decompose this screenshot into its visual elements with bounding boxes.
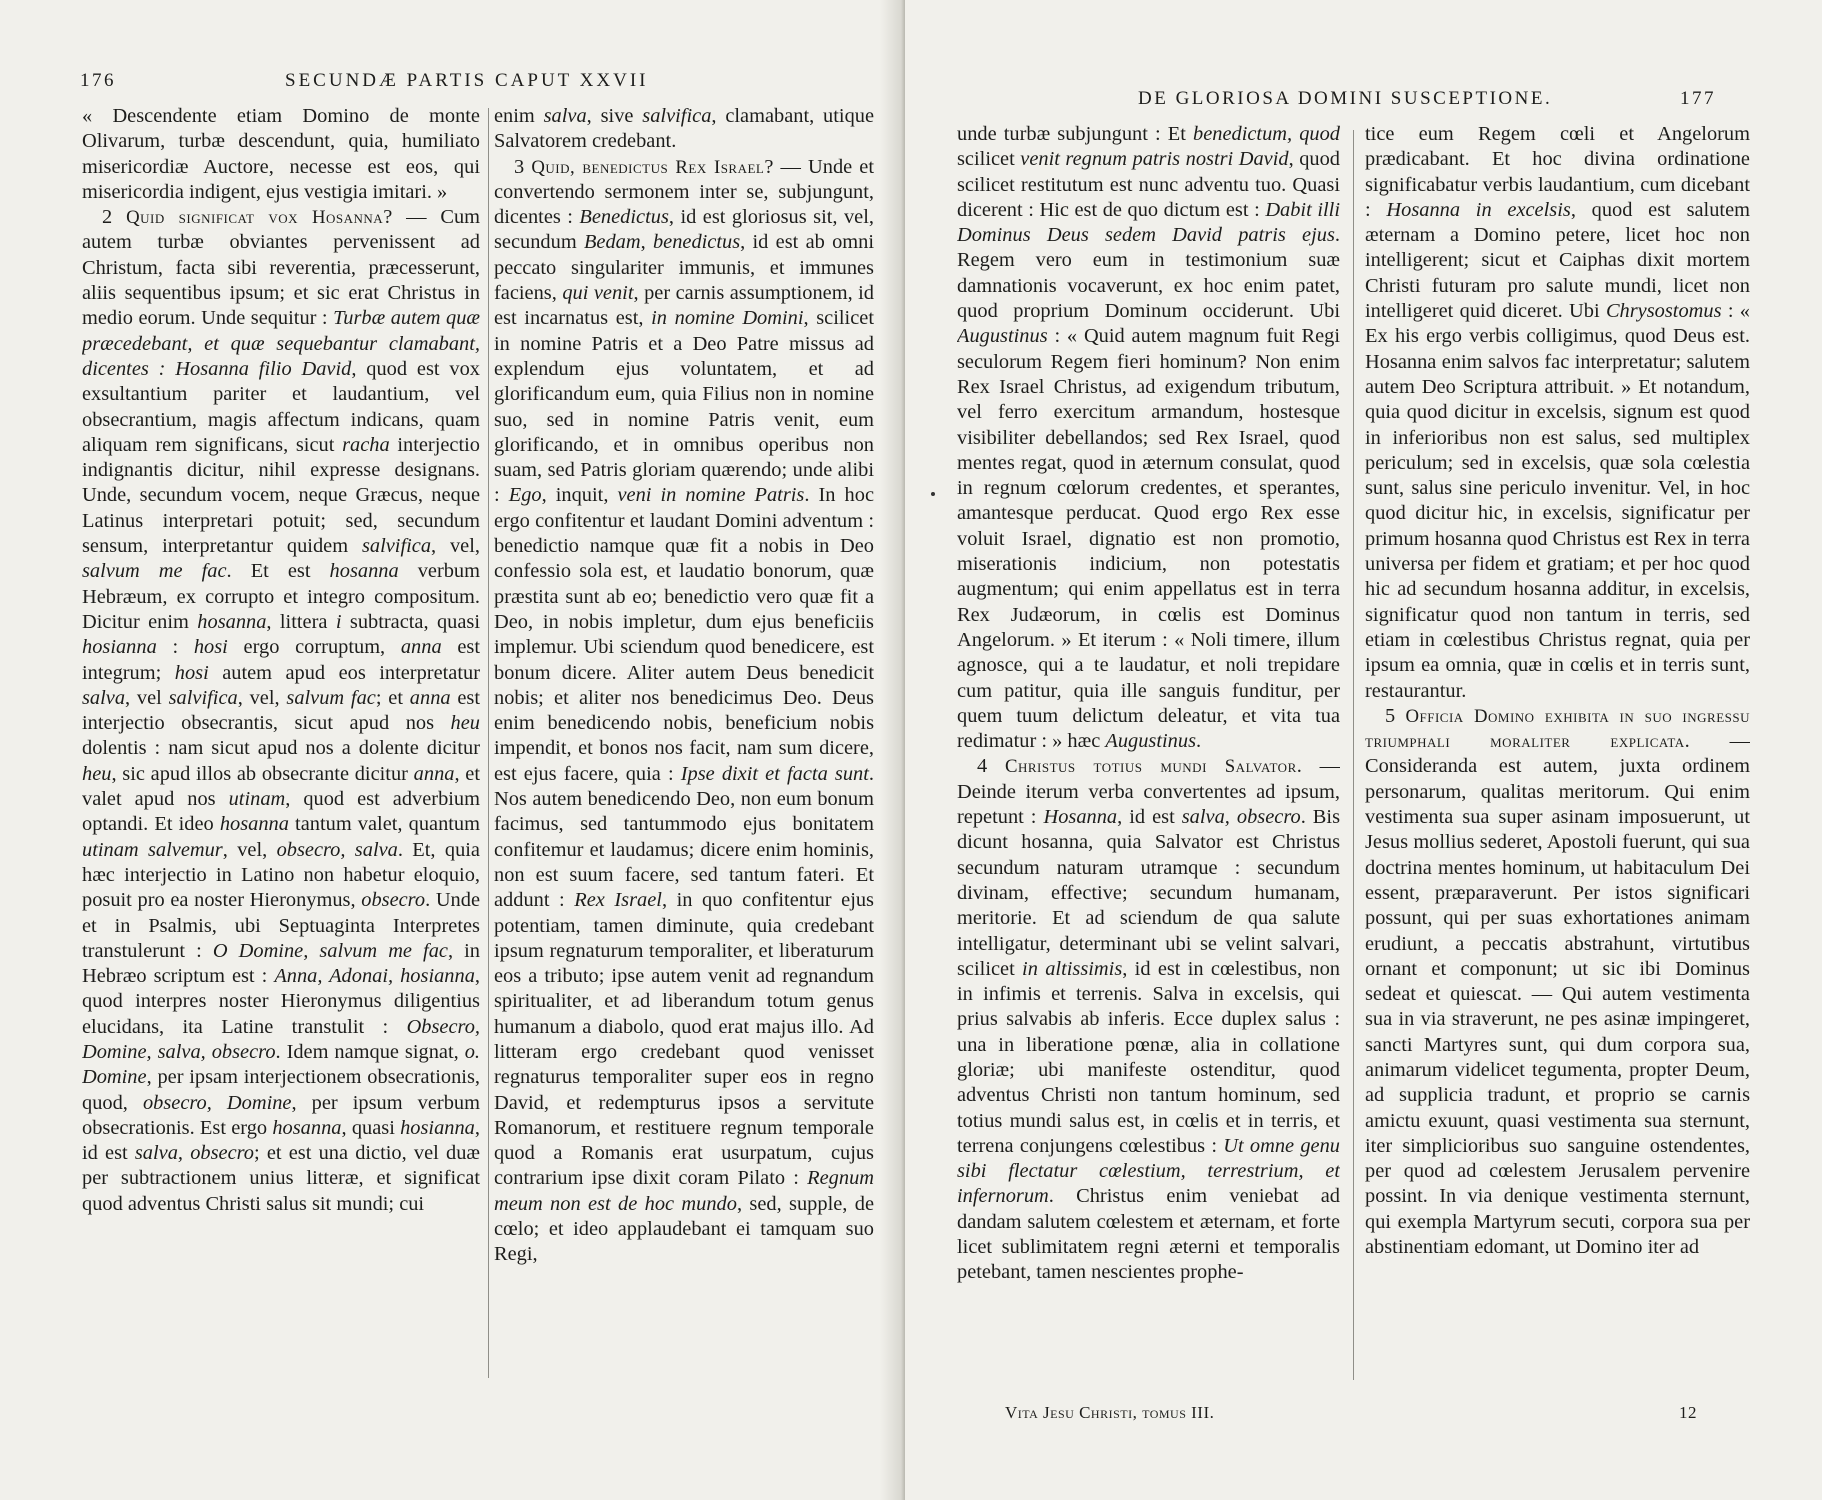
paragraph: enim salva, sive salvifica, clamabant, utique Salvatorem credebant.: [494, 105, 874, 153]
right-column-1: [957, 122, 1340, 1404]
paragraph: unde turbæ subjungunt : Et benedictum, quod scilicet venit regnum patris nostri David, quod scilicet restitutum est nunc adventu tuo. Quasi dicerent : Hic est de quo dictum est : Dabit illi Dominus Deus sedem David patris ejus. Regem vero eum in testimonium suæ damnationis vocaverunt, ex hoc enim patet, quod proprium Dominum occiderunt. Ubi Augustinus : « Quid autem magnum fuit Regi seculorum Regem fieri hominum? Non enim Rex Israel Christus, ad exigendum tributum, vel ferro exercitum armandum, hostesque visibiliter debellandos; sed Rex Israel, quod mentes regat, quod in æternum consulat, quod in regnum cœlorum credentes, et sperantes, amantesque perducat. Quod ergo Rex esse voluit Israel, dignatio est non promotio, miserationis indicium, non potestatis augmentum; qui enim appellatus est in terra Rex Judæorum, in cœlis est Dominus Angelorum. » Et iterum : « Noli timere, illum agnosce, qui a te laudatur, et noli trepidare cum patitur, quia ille sanguis funditur, per quem tuum delictum deleatur, et vita tua redimatur : » hæc Augustinus.: [957, 123, 1340, 753]
column-rule-left: [488, 108, 489, 1378]
footer-title: Vita Jesu Christi, tomus III.: [1005, 1403, 1215, 1422]
paragraph: 3 Quid, benedictus Rex Israel? — Unde et convertendo sermonem inter se, subjungunt, dicentes : Benedictus, id est gloriosus sit, vel, secundum Bedam, benedictus, id est ab omni peccato singulariter immunis, et immunes faciens, qui venit, per carnis assumptionem, id est incarnatus est, in nomine Domini, scilicet in nomine Patris et a Deo Patre missus ad explendum ejus voluntatem, et ad glorificandum eum, quia Filius non in nomine suo, sed in nomine Patris venit, eum glorificando, et in omnibus operibus non suam, sed Patris gloriam quærendo; unde alibi : Ego, inquit, veni in nomine Patris. In hoc ergo confitentur et laudant Domini adventum : benedictio namque quæ fit a nobis in Deo confessio sola est, et laudatio bonorum, quæ præstita sunt ab eo; benedictio vero quæ fit a Deo, in nobis impletur, dum ejus beneficiis implemur. Ubi sciendum quod benedicere, est bonum dicere. Aliter autem Deus benedicit nobis; et aliter nos benedicimus Deo. Deus enim benedicendo nobis, beneficium nobis impendit, et bonos nos facit, nam sum dicere, est ejus facere, quia : Ipse dixit et facta sunt. Nos autem benedicendo Deo, non eum bonum facimus, sed tantummodo ejus bonitatem confitemur et laudamus; dicere enim hominis, non est suum facere, sed tantum fateri. Et addunt : Rex Israel, in quo confitentur ejus potentiam, tamen diminute, quia credebant ipsum regnaturum temporaliter, et liberaturum eos a tributo; ipse autem venit ad regnandum spiritualiter, et ad liberandum totum genus humanum a diabolo, quod erat majus illo. Ad litteram ergo credebant quod venisset regnaturus temporaliter super eos in regno David, et redempturus ipsos a servitute Romanorum, et restituere regnum temporale quod a Romanis erat usurpatum, cujus contrarium ipse dixit coram Pilato : Regnum meum non est de hoc mundo, sed, supple, de cœlo; et ideo applaudebant ei tamquam suo Regi,: [494, 155, 874, 1266]
column-rule-right: [1353, 130, 1354, 1380]
left-column-1: [82, 104, 480, 1414]
right-page: [905, 0, 1822, 1500]
running-head-right: DE GLORIOSA DOMINI SUSCEPTIONE.: [1138, 88, 1553, 109]
left-column-2: [494, 104, 874, 1414]
left-page: [0, 0, 905, 1500]
paragraph: 5 Officia Domino exhibita in suo ingressu triumphali moraliter explicata. — Consideranda est autem, juxta ordinem personarum, qualitas meritorum. Qui enim vestimenta sua super asinam imposuerunt, ut Jesus mollius sederet, Apostoli fuerunt, qui sua doctrina mentes hominum, ut habitaculum Dei essent, præparaverunt. Per istos significari possunt, qui per suas exhortationes animam erudiunt, a peccatis abstrahunt, virtutibus ornant et componunt; ut sic ibi Dominus sedeat et quiescat. — Qui autem vestimenta sua in via straverunt, ne pes asinæ impingeret, sancti Martyres sunt, qui dum corpora sua, animarum videlicet tegumenta, propter Deum, ad supplicia tradunt, et proprio se carnis amictu exuunt, quasi vestimenta sua sternunt, iter simplicioribus suo sanguine ostendentes, per quod ad cœlestem Jerusalem pervenire possint. In via denique vestimenta sternunt, qui exempla Martyrum secuti, corpora sua per abstinentiam edomant, ut Domino iter ad: [1365, 704, 1750, 1259]
paragraph: tice eum Regem cœli et Angelorum prædicabant. Et hoc divina ordinatione significabatur verbis laudantium, cum dicebant : Hosanna in excelsis, quod est salutem æternam a Domino petere, licet hoc non intelligerent; sicut et Caiphas dixit mortem Christi futuram pro salute mundi, licet non intelligeret quid diceret. Ubi Chrysostomus : « Ex his ergo verbis colligimus, quod Deus est. Hosanna enim salvos fac interpretatur; salutem autem Deo Scriptura attribuit. » Et notandum, quia quod dicitur in excelsis, signum est quod in inferioribus non est salus, sed multiplex periculum; sed in excelsis, quæ sola cœlestia sunt, salus sine periculo invenitur. Vel, in hoc quod dicitur hic, in excelsis, significatur per primum hosanna quod Christus est Rex in terra universa per fidem et gratiam; et per hoc quod hic ad secundum hosanna additur, in excelsis, significatur quod non tantum in terris, sed etiam in cœlestibus Christus regnat, quia per ipsum ea omnia, quæ in cœlis et in terris sunt, restaurantur.: [1365, 123, 1750, 702]
paragraph: 4 Christus totius mundi Salvator. — Deinde iterum verba convertentes ad ipsum, repetunt : Hosanna, id est salva, obsecro. Bis dicunt hosanna, quia Salvator est Christus secundum naturam utramque : secundum divinam, effective; secundum humanam, meritorie. Et ad sciendum de qua salute intelligatur, determinant ubi se velint salvari, scilicet in altissimis, id est in cœlestibus, non in infimis et terrenis. Salva in excelsis, qui prius salvabis ab inferis. Ecce duplex salus : una in liberatione pœnæ, alia in collatione gloriæ; ubi manifeste ostenditur, quod adventus Christi non tantum hominum, sed totius mundi salus est, in cœlis et in terris, et terrena conjungens cœlestibus : Ut omne genu sibi flectatur cœlestium, terrestrium, et infernorum. Christus enim veniebat ad dandam salutem cœlestem et æternam, et forte licet sublimitatem regni æterni et temporalis petebant, tamen nescientes prophe-: [957, 755, 1340, 1284]
running-head-left: SECUNDÆ PARTIS CAPUT XXVII: [285, 70, 649, 91]
paragraph: 2 Quid significat vox Hosanna? — Cum autem turbæ obviantes pervenissent ad Christum, facta sibi reverentia, præcesserunt, aliis sequentibus ipsum; et sic erat Christus in medio eorum. Unde sequitur : Turbæ autem quæ præcedebant, et quæ sequebantur clamabant, dicentes : Hosanna filio David, quod est vox exsultantium pariter et laudantium, vel obsecrantium, magis affectum indicans, quam aliquam rem significans, sicut racha interjectio indignantis dicitur, nihil expresse designans. Unde, secundum vocem, neque Græcus, neque Latinus interpretari potuit; sed, secundum sensum, interpretantur quidem salvifica, vel, salvum me fac. Et est hosanna verbum Hebræum, ex corrupto et integro compositum. Dicitur enim hosanna, littera i subtracta, quasi hosianna : hosi ergo corruptum, anna est integrum; hosi autem apud eos interpretatur salva, vel salvifica, vel, salvum fac; et anna est interjectio obsecrantis, sicut apud nos heu dolentis : nam sicut apud nos a dolente dicitur heu, sic apud illos ab obsecrante dicitur anna, et valet apud nos utinam, quod est adverbium optandi. Et ideo hosanna tantum valet, quantum utinam salvemur, vel, obsecro, salva. Et, quia hæc interjectio in Latino non habetur eloquio, posuit pro ea noster Hieronymus, obsecro. Unde et in Psalmis, ubi Septuaginta Interpretes transtulerunt : O Domine, salvum me fac, in Hebræo scriptum est : Anna, Adonai, hosianna, quod interpres noster Hieronymus diligentius elucidans, ita Latine transtulit : Obsecro, Domine, salva, obsecro. Idem namque signat, o. Domine, per ipsam interjectionem obsecrationis, quod, obsecro, Domine, per ipsum verbum obsecrationis. Est ergo hosanna, quasi hosianna, id est salva, obsecro; et est una dictio, vel duæ per subtractionem unius litteræ, et significat quod adventus Christi salus sit mundi; cui: [82, 206, 480, 1215]
signature-mark: 12: [1679, 1403, 1697, 1422]
ink-dot: [931, 492, 935, 496]
page-number-left: 176: [80, 70, 116, 91]
right-column-2: [1365, 122, 1750, 1404]
page-number-right: 177: [1680, 88, 1716, 109]
paragraph: « Descendente etiam Domino de monte Olivarum, turbæ descendunt, quia, humiliato misericordiæ Auctore, necesse est eos, qui misericordia indigent, ejus vestigia imitari. »: [82, 105, 480, 203]
